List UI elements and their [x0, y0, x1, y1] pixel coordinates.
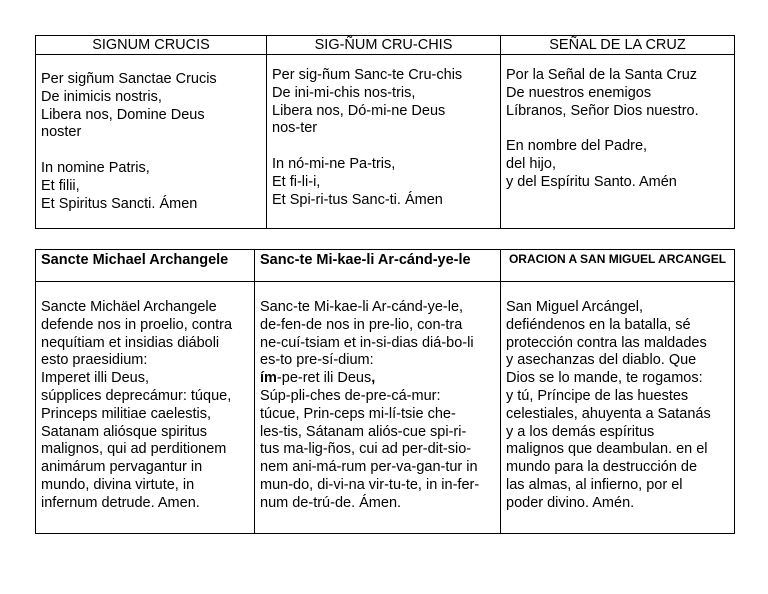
latin-prayer: Sancte Michäel Archangele defende nos in proelio, contra nequítiam et insidias diáboli esto praesidium: Imperet illi Deus, súpplices deprecámur: túque, Princeps militiae caelestis, Satanam aliósque spiritus malignos, qui ad perditionem animárum pervagantur in mundo, divina virtute, in infernum detrude. Amen.	[41, 299, 233, 511]
phonetic-prayer	[260, 299, 497, 513]
spanish-text-cell	[501, 282, 735, 534]
bold-comma: ,	[371, 370, 376, 387]
spanish-text-cell	[501, 55, 735, 229]
header-latin: Sancte Michael Archangele	[36, 250, 255, 282]
header-spanish: SEÑAL DE LA CRUZ	[501, 36, 735, 55]
header-phonetic: Sanc-te Mi-kae-li Ar-cánd-ye-le	[255, 250, 501, 282]
latin-text-cell	[36, 282, 255, 534]
header-spanish: ORACION A SAN MIGUEL ARCANGEL	[501, 250, 735, 282]
bold-syllable: ím	[260, 370, 277, 387]
phonetic-paragraph: Per sig-ñum Sanc-te Cru-chis De ini-mi-chis nos-tris, Libera nos, Dó-mi-ne Deus nos-ter	[272, 67, 463, 137]
latin-paragraph: Per sigñum Sanctae Crucis De inimicis nostris, Libera nos, Domine Deus noster	[41, 71, 217, 141]
phonetic-text-cell	[267, 55, 501, 229]
header-latin: SIGNUM CRUCIS	[36, 36, 267, 55]
spanish-paragraph: Por la Señal de la Santa Cruz De nuestros enemigos Líbranos, Señor Dios nuestro.	[506, 67, 699, 119]
latin-text-cell	[36, 55, 267, 229]
spanish-paragraph: En nombre del Padre, del hijo, y del Espíritu Santo. Amén	[506, 138, 677, 190]
phonetic-prayer-part: -pe-ret ili Deus	[276, 370, 372, 387]
latin-paragraph: In nomine Patris, Et filii, Et Spiritus Sancti. Ámen	[41, 159, 198, 212]
phonetic-prayer-part: Sanc-te Mi-kae-li Ar-cánd-ye-le, de-fen-de nos in pre-lio, con-tra ne-cuí-tsiam et in-si-dias diá-bo-li es-to pre-sí-dium:	[260, 299, 474, 369]
phonetic-prayer-part: Súp-pli-ches de-pre-cá-mur: túcue, Prin-ceps mi-lí-tsie che- les-tis, Sátanam aliós-cue spi-ri- tus ma-lig-ños, cui ad per-dit-sio- nem ani-má-rum per-va-gan-tur in mun-do, di-vi-na vir-tu-te, in in-fer- num de-trú-de. Ámen.	[260, 387, 480, 511]
header-phonetic: SIG-ÑUM CRU-CHIS	[267, 36, 501, 55]
san-miguel-table	[35, 249, 735, 534]
spanish-prayer: San Miguel Arcángel, defiéndenos en la batalla, sé protección contra las maldades y asechanzas del diablo. Que Dios se lo mande, te rogamos: y tú, Príncipe de las huestes celestiales, ahuyenta a Satanás y a los demás espíritus malignos que deambulan. en el mundo para la destrucción de las almas, al infierno, por el poder divino. Amén.	[506, 299, 711, 511]
phonetic-text-cell	[255, 282, 501, 534]
signum-crucis-table	[35, 35, 735, 229]
phonetic-paragraph: In nó-mi-ne Pa-tris, Et fi-li-i, Et Spi-ri-tus Sanc-ti. Ámen	[272, 155, 443, 208]
